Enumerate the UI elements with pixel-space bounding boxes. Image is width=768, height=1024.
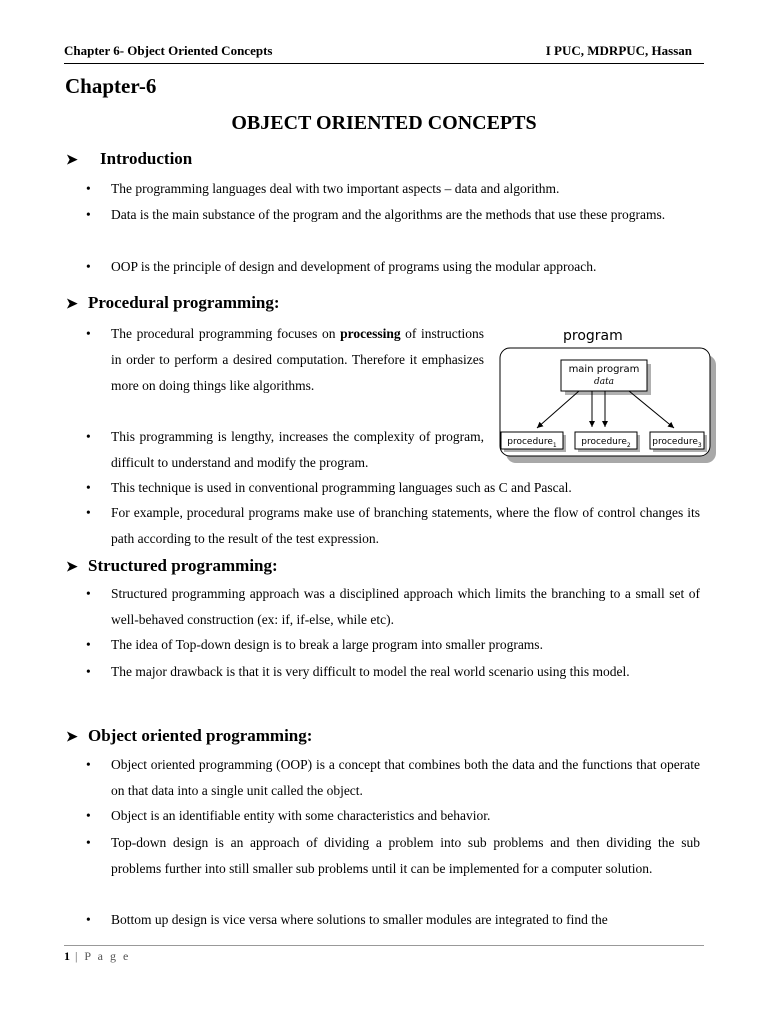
diagram-caption: program: [563, 328, 623, 344]
section-heading-introduction: ➤ Introduction: [66, 149, 193, 168]
main-program-data-label: data: [593, 377, 615, 387]
diagram-graphic: [499, 328, 719, 468]
header-institution: I PUC, MDRPUC, Hassan: [545, 43, 692, 58]
header-divider: [64, 63, 704, 64]
list-item: • For example, procedural programs make use of branching statements, where the flow of control changes its path according to the result of the test expression.: [86, 505, 700, 546]
header-chapter: Chapter 6- Object Oriented Concepts: [64, 43, 273, 58]
list-item: • The procedural programming focuses on processing of instructions in order to perform a desired computation. Therefore it emphasizes more on doing things like algorithms.: [86, 326, 484, 393]
procedural-program-diagram: [499, 328, 719, 468]
section-heading-procedural: ➤ Procedural programming:: [66, 293, 280, 312]
list-item: • Structured programming approach was a disciplined approach which limits the branching to a small set of well-behaved construction (ex: if, if-else, while etc).: [86, 586, 700, 627]
procedure-3-label: procedure$_3$: [652, 437, 702, 449]
list-item: • This technique is used in conventional programming languages such as C and Pascal.: [86, 480, 572, 495]
list-item: • The programming languages deal with two important aspects – data and algorithm.: [86, 181, 560, 196]
arrow-bullet-icon: ➤: [66, 153, 78, 168]
page-number: 1: [64, 949, 70, 963]
main-program-label: main program: [568, 364, 640, 375]
arrow-bullet-icon: ➤: [66, 297, 78, 312]
chapter-label: Chapter-6: [65, 74, 157, 98]
list-item: • This programming is lengthy, increases the complexity of program, difficult to understand and modify the program.: [86, 429, 484, 470]
page-title: OBJECT ORIENTED CONCEPTS: [231, 112, 537, 134]
section-heading-structured: ➤ Structured programming:: [66, 556, 278, 575]
list-item: • The idea of Top-down design is to break a large program into smaller programs.: [86, 637, 543, 652]
list-item: • Object oriented programming (OOP) is a concept that combines both the data and the functions that operate on that data into a single unit called the object.: [86, 757, 700, 798]
list-item: • Bottom up design is vice versa where solutions to smaller modules are integrated to find the: [86, 912, 608, 927]
list-item: • The major drawback is that it is very difficult to model the real world scenario using this model.: [86, 664, 630, 679]
list-item: • OOP is the principle of design and development of programs using the modular approach.: [86, 259, 597, 274]
list-item: • Top-down design is an approach of dividing a problem into sub problems and then dividing the sub problems further into still smaller sub problems until it can be implemented for a computer solution.: [86, 835, 700, 876]
page-footer: [64, 949, 130, 964]
arrow-bullet-icon: ➤: [66, 730, 78, 745]
list-item: • Object is an identifiable entity with some characteristics and behavior.: [86, 808, 491, 823]
list-item: • Data is the main substance of the program and the algorithms are the methods that use these programs.: [86, 207, 666, 222]
procedure-1-label: procedure$_1$: [507, 437, 557, 449]
section-heading-oop: ➤ Object oriented programming:: [66, 726, 313, 745]
procedure-2-label: procedure$_2$: [581, 437, 631, 449]
arrow-bullet-icon: ➤: [66, 560, 78, 575]
footer-divider: [64, 945, 704, 946]
page-label: | P a g e: [75, 949, 131, 963]
